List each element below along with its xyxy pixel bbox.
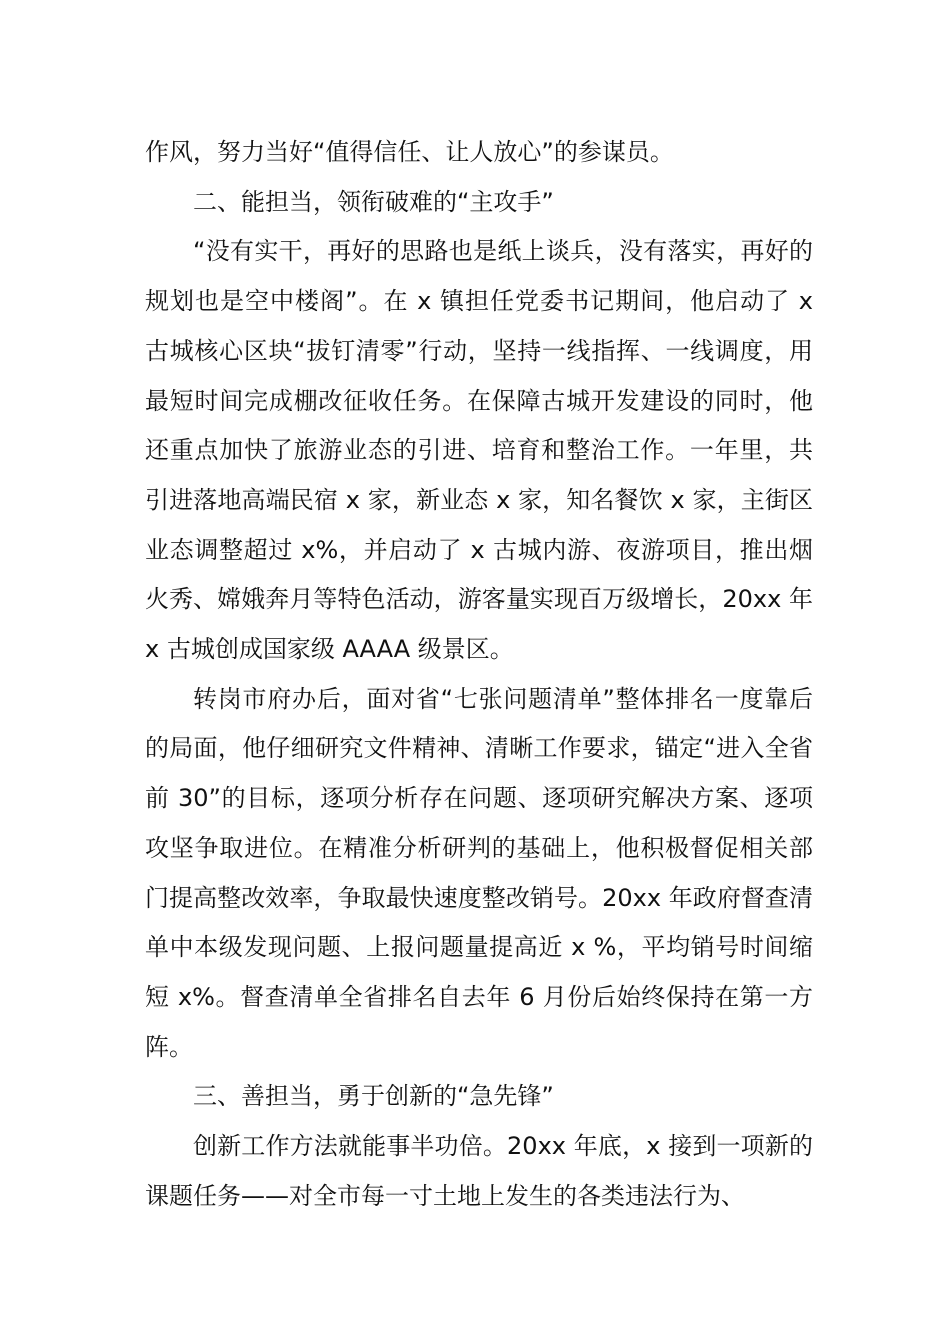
paragraph-continued: 作风，努力当好“值得信任、让人放心”的参谋员。	[145, 138, 674, 166]
paragraph: “没有实干，再好的思路也是纸上谈兵，没有落实，再好的规划也是空中楼阁”。在 x 镇担任党委书记期间，他启动了 x 古城核心区块“拔钉清零”行动，坚持一线指挥、一线调度，用最短时间完成棚改征收任务。在保障古城开发建设的同时，他还重点加快了旅游业态的引进、培育和整治工作。一年里，共引进落地高端民宿 x 家，新业态 x 家，知名餐饮 x 家，主街区业态调整超过 x%，并启动了 x 古城内游、夜游项目，推出烟火秀、嫦娥奔月等特色活动，游客量实现百万级增长，20xx 年 x 古城创成国家级 AAAA 级景区。	[145, 237, 813, 664]
paragraph: 转岗市府办后，面对省“七张问题清单”整体排名一度靠后的局面，他仔细研究文件精神、清晰工作要求，锚定“进入全省前 30”的目标，逐项分析存在问题、逐项研究解决方案、逐项攻坚争取进位。在精准分析研判的基础上，他积极督促相关部门提高整改效率，争取最快速度整改销号。20xx 年政府督查清单中本级发现问题、上报问题量提高近 x %，平均销号时间缩短 x%。督查清单全省排名自去年 6 月份后始终保持在第一方阵。	[145, 684, 813, 1061]
section-heading-3: 三、善担当，勇于创新的“急先锋”	[193, 1082, 554, 1111]
paragraph: 创新工作方法就能事半功倍。20xx 年底，x 接到一项新的课题任务——对全市每一寸土地上发生的各类违法行为、	[145, 1132, 813, 1210]
section-heading-2: 二、能担当，领衔破难的“主攻手”	[193, 187, 554, 216]
document-body	[145, 128, 813, 1221]
